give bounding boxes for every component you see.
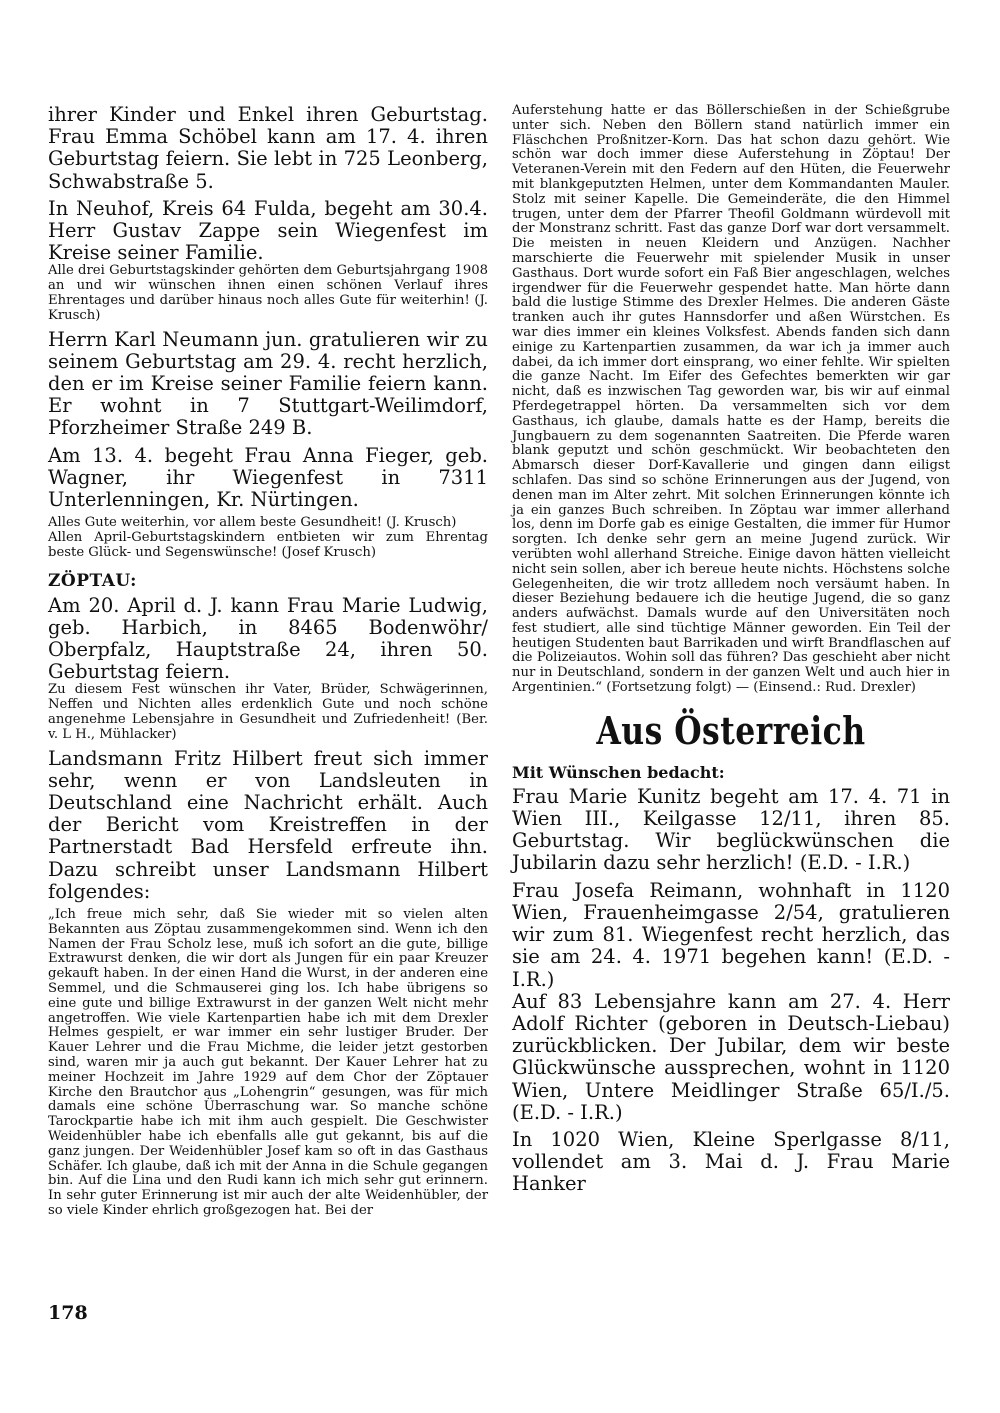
paragraph: In 1020 Wien, Kleine Sperlgasse 8/11, vollendet am 3. Mai d. J. Frau Marie Hanker: [512, 1127, 950, 1196]
paragraph: Auferstehung hatte er das Böllerschießen in der Schießgrube unter sich. Neben den Böllern stand natürlich immer ein Fläschchen Proßnitzer-Korn. Das hat schon dazu gehört. Wie schön war doch immer diese Auferstehung in Zöptau! Der Veteranen-Verein mit den Federn auf den Hüten, die Feuerwehr mit blankgeputzten Helmen, unter dem Kommandanten Mauler. Stolz mit seiner Kapelle. Die Gemeinderäte, die den Himmel trugen, unter dem der Pfarrer Theofil Goldmann würdevoll mit der Monstranz schritt. Fast das ganze Dorf war dort versammelt. Die meisten in neuen Kleidern und Anzügen. Nachher marschierte die Feuerwehr mit spielender Musik in unser Gasthaus. Dort wurde sofort ein Faß Bier angeschlagen, welches irgendwer für die Feuerwehr gespendet hatte. Man hörte dann bald die lustige Stimme des Drexler Helmes. Die anderen Gäste tranken auch ihr gutes Hannsdorfer und aßen Würstchen. Es war dies immer ein kleines Volksfest. Abends fanden sich dann einige zu Kartenpartien zusammen, da war ich ja immer auch dabei, da ich immer dort einsprang, wo einer fehlte. Wir spielten die ganze Nacht. Im Eifer des Gefechtes bemerkten wir gar nicht, daß es inzwischen Tag geworden war, bis wir auf einmal Pferdegetrappel hörten. Da versammelten sich vor dem Gasthaus, ich glaube, damals hatte es der Hamp, bereits die Jungbauern zu dem sogenannten Saatreiten. Die Pferde waren blank geputzt und schön geschmückt. Wir beobachteten den Abmarsch dieser Dorf-Kavallerie und gingen dann eiligst schlafen. Das sind so schöne Erinnerungen aus der Jugend, von denen man im Alter zehrt. Mit solchen Erinnerungen könnte ich ja ein ganzes Buch schreiben. In Zöptau war immer allerhand los, denn im Dorfe gab es einige Gestalten, die immer für Humor sorgten. Ich denke sehr gern an meine Jugend zurück. Wir verübten wohl allerhand Streiche. Einige davon hätten vielleicht nicht sein sollen, aber ich bereue heute nichts. Höchstens solche Gelegenheiten, die wir trotz allledem noch versäumt haben. In dieser Beziehung bedauere ich die heutige Jugend, die so ganz anders aufwächst. Damals wurde auf den Universitäten noch fest studiert, alle sind tüchtige Männer geworden. Ein Teil der heutigen Studenten baut Barrikaden und wirft Brandflaschen auf die Polizeiautos. Wohin soll das führen? Das geschieht aber nicht nur in Deutschland, sondern in der ganzen Welt und auch hier in Argentinien.“ (Fortsetzung folgt) — (Einsend.: Rud. Drexler): [512, 103, 950, 696]
paragraph: Landsmann Fritz Hilbert freut sich immer sehr, wenn er von Landsleuten in Deutschland eine Nachricht erhält. Auch der Bericht vom Kreistreffen in der Partnerstadt Bad Hersfeld erfreute ihn. Dazu schreibt unser Landsmann Hilbert folgendes:: [48, 746, 488, 903]
paragraph: Frau Marie Kunitz begeht am 17. 4. 71 in Wien III., Keilgasse 12/11, ihren 85. Geburtstag. Wir beglückwünschen die Jubilarin dazu sehr herzlich! (E.D. - I.R.): [512, 784, 950, 875]
paragraph: Alle drei Geburtstagskinder gehörten dem Geburtsjahrgang 1908 an und wir wünschen ihnen einen schönen Verlauf ihres Ehrentages und darüber hinaus noch alles Gute für weiterhin! (J. Krusch): [48, 263, 488, 323]
left-column: [48, 104, 488, 1219]
section-heading-zoeptau: ZÖPTAU:: [48, 570, 137, 591]
paragraph: Allen April-Geburtstagskindern entbieten wir zum Ehrentag beste Glück- und Segenswünsche! (Josef Krusch): [48, 530, 488, 560]
page-number: 178: [48, 1302, 88, 1324]
paragraph: ihrer Kinder und Enkel ihren Geburtstag. Frau Emma Schöbel kann am 17. 4. ihren Geburtstag feiern. Sie lebt in 725 Leonberg, Schwabstraße 5.: [48, 103, 488, 193]
paragraph: Herrn Karl Neumann jun. gratulieren wir zu seinem Geburtstag am 29. 4. recht herzlich, den er im Kreise seiner Familie feiern kann. Er wohnt in 7 Stuttgart-Weilimdorf, Pforzheimer Straße 249 B.: [48, 327, 488, 440]
paragraph: Auf 83 Lebensjahre kann am 27. 4. Herr Adolf Richter (geboren in Deutsch-Liebau) zurückblicken. Der Jubilar, dem wir beste Glückwünsche aussprechen, wohnt in 1120 Wien, Untere Meidlinger Straße 65/I./5. (E.D. - I.R.): [512, 989, 950, 1124]
paragraph: In Neuhof, Kreis 64 Fulda, begeht am 30.4. Herr Gustav Zappe sein Wiegenfest im Kreise seiner Familie.: [48, 196, 488, 265]
paragraph: Alles Gute weiterhin, vor allem beste Gesundheit! (J. Krusch): [48, 515, 457, 531]
paragraph: Am 13. 4. begeht Frau Anna Fieger, geb. Wagner, ihr Wiegenfest in 7311 Unterlenningen, Kr. Nürtingen.: [48, 443, 488, 512]
paragraph: Am 20. April d. J. kann Frau Marie Ludwig, geb. Harbich, in 8465 Bodenwöhr/ Oberpfalz, Hauptstraße 24, ihren 50. Geburtstag feiern.: [48, 593, 488, 684]
right-column: [512, 104, 950, 1196]
section-title-austria: Aus Österreich: [596, 707, 866, 753]
paragraph: Zu diesem Fest wünschen ihr Vater, Brüder, Schwägerinnen, Neffen und Nichten alles erdenklich Gute und noch schöne angenehme Lebensjahre in Gesundheit und Zufriedenheit! (Ber. v. L H., Mühlacker): [48, 682, 488, 742]
paragraph: „Ich freue mich sehr, daß Sie wieder mit so vielen alten Bekannten aus Zöptau zusammengekommen sind. Wenn ich den Namen der Frau Scholz lese, muß ich sofort an die gute, billige Extrawurst denken, die wir dort als Jungen für ein paar Kreuzer gekauft haben. In der einen Hand die Wurst, in der anderen eine Semmel, und die Schmauserei ging los. Ich habe übrigens so eine gute und billige Extrawurst in der ganzen Welt nicht mehr angetroffen. Wie viele Kartenpartien habe ich mit dem Drexler Helmes gespielt, er war immer ein sehr lustiger Bruder. Der Kauer Lehrer und die Frau Michme, die leider jetzt gestorben sind, waren mir ja auch gut bekannt. Der Kauer Lehrer hat zu meiner Hochzeit im Jahre 1929 auf dem Chor der Zöptauer Kirche den Brautchor aus „Lohengrin“ gesungen, was für mich damals eine schöne Überraschung war. So manche schöne Tarockpartie habe ich mit ihm auch gespielt. Die Geschwister Weidenhübler habe ich ebenfalls alle gut gekannt, bis auf die ganz jungen. Der Weidenhübler Josef kam so oft in das Gasthaus Schäfer. Ich glaube, daß ich mit der Anna in die Schule gegangen bin. Auf die Lina und den Rudi kann ich mich sehr gut erinnern. In sehr guter Erinnerung ist mir auch der alte Weidenhübler, der so viele Kinder ehrlich großgezogen hat. Bei der: [48, 907, 488, 1218]
paragraph: Frau Josefa Reimann, wohnhaft in 1120 Wien, Frauenheimgasse 2/54, gratulieren wir zum 81. Wiegenfest recht herzlich, das sie am 24. 4. 1971 begehen kann! (E.D. - I.R.): [512, 878, 950, 991]
subheading: Mit Wünschen bedacht:: [512, 762, 725, 782]
